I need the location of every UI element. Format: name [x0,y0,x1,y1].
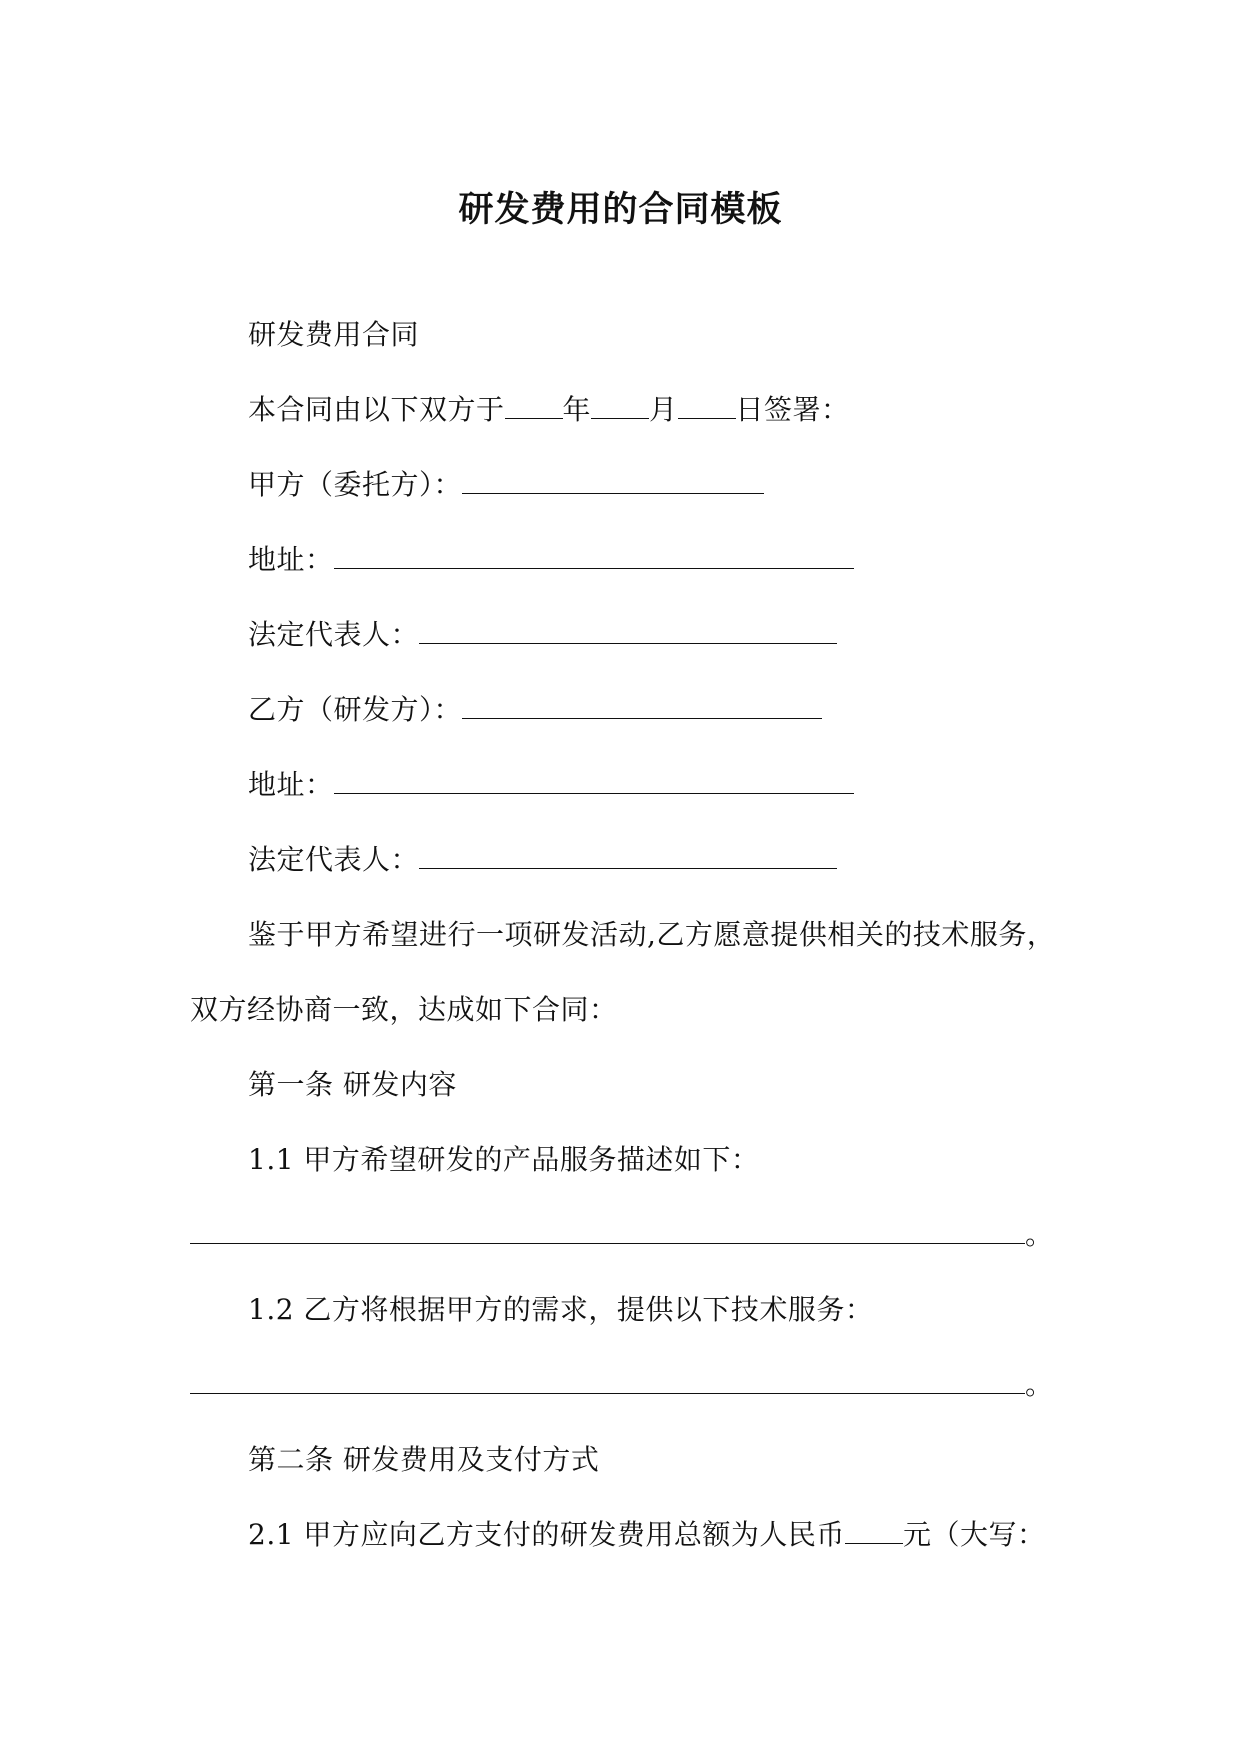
preamble-line-1: 鉴于甲方希望进行一项研发活动,乙方愿意提供相关的技术服务， [248,918,1056,951]
rep-b-line: 法定代表人： [248,838,837,878]
day-blank[interactable] [678,417,736,419]
party-b-line: 乙方（研发方）： [248,688,822,728]
article-1-heading: 第一条 研发内容 [248,1068,457,1101]
party-a-line: 甲方（委托方）： [248,463,764,503]
clause-1-1: 1.1 甲方希望研发的产品服务描述如下： [248,1143,760,1176]
clause-1-2-blank-line: 。 [190,1363,1054,1403]
month-blank[interactable] [591,417,649,419]
signing-date-line: 本合同由以下双方于 年 月 日签署： [248,393,850,426]
party-a-blank[interactable] [462,492,764,494]
address-b-blank[interactable] [334,792,854,794]
address-b-line: 地址： [248,763,854,803]
address-a-blank[interactable] [334,567,854,569]
rep-b-blank[interactable] [419,867,837,869]
clause-2-1: 2.1 甲方应向乙方支付的研发费用总额为人民币 元（大写： [248,1518,1046,1551]
clause-1-2: 1.2 乙方将根据甲方的需求，提供以下技术服务： [248,1293,874,1326]
technical-services-blank[interactable] [190,1392,1025,1394]
contract-heading: 研发费用合同 [248,318,420,351]
year-blank[interactable] [505,417,563,419]
amount-blank[interactable] [845,1542,903,1544]
rep-a-line: 法定代表人： [248,613,837,653]
preamble-line-2: 双方经协商一致，达成如下合同： [190,993,618,1026]
clause-1-1-blank-line: 。 [190,1213,1054,1253]
document-title: 研发费用的合同模板 [458,189,783,230]
article-2-heading: 第二条 研发费用及支付方式 [248,1443,600,1476]
address-a-line: 地址： [248,538,854,578]
product-description-blank[interactable] [190,1242,1025,1244]
party-b-blank[interactable] [462,717,822,719]
rep-a-blank[interactable] [419,642,837,644]
